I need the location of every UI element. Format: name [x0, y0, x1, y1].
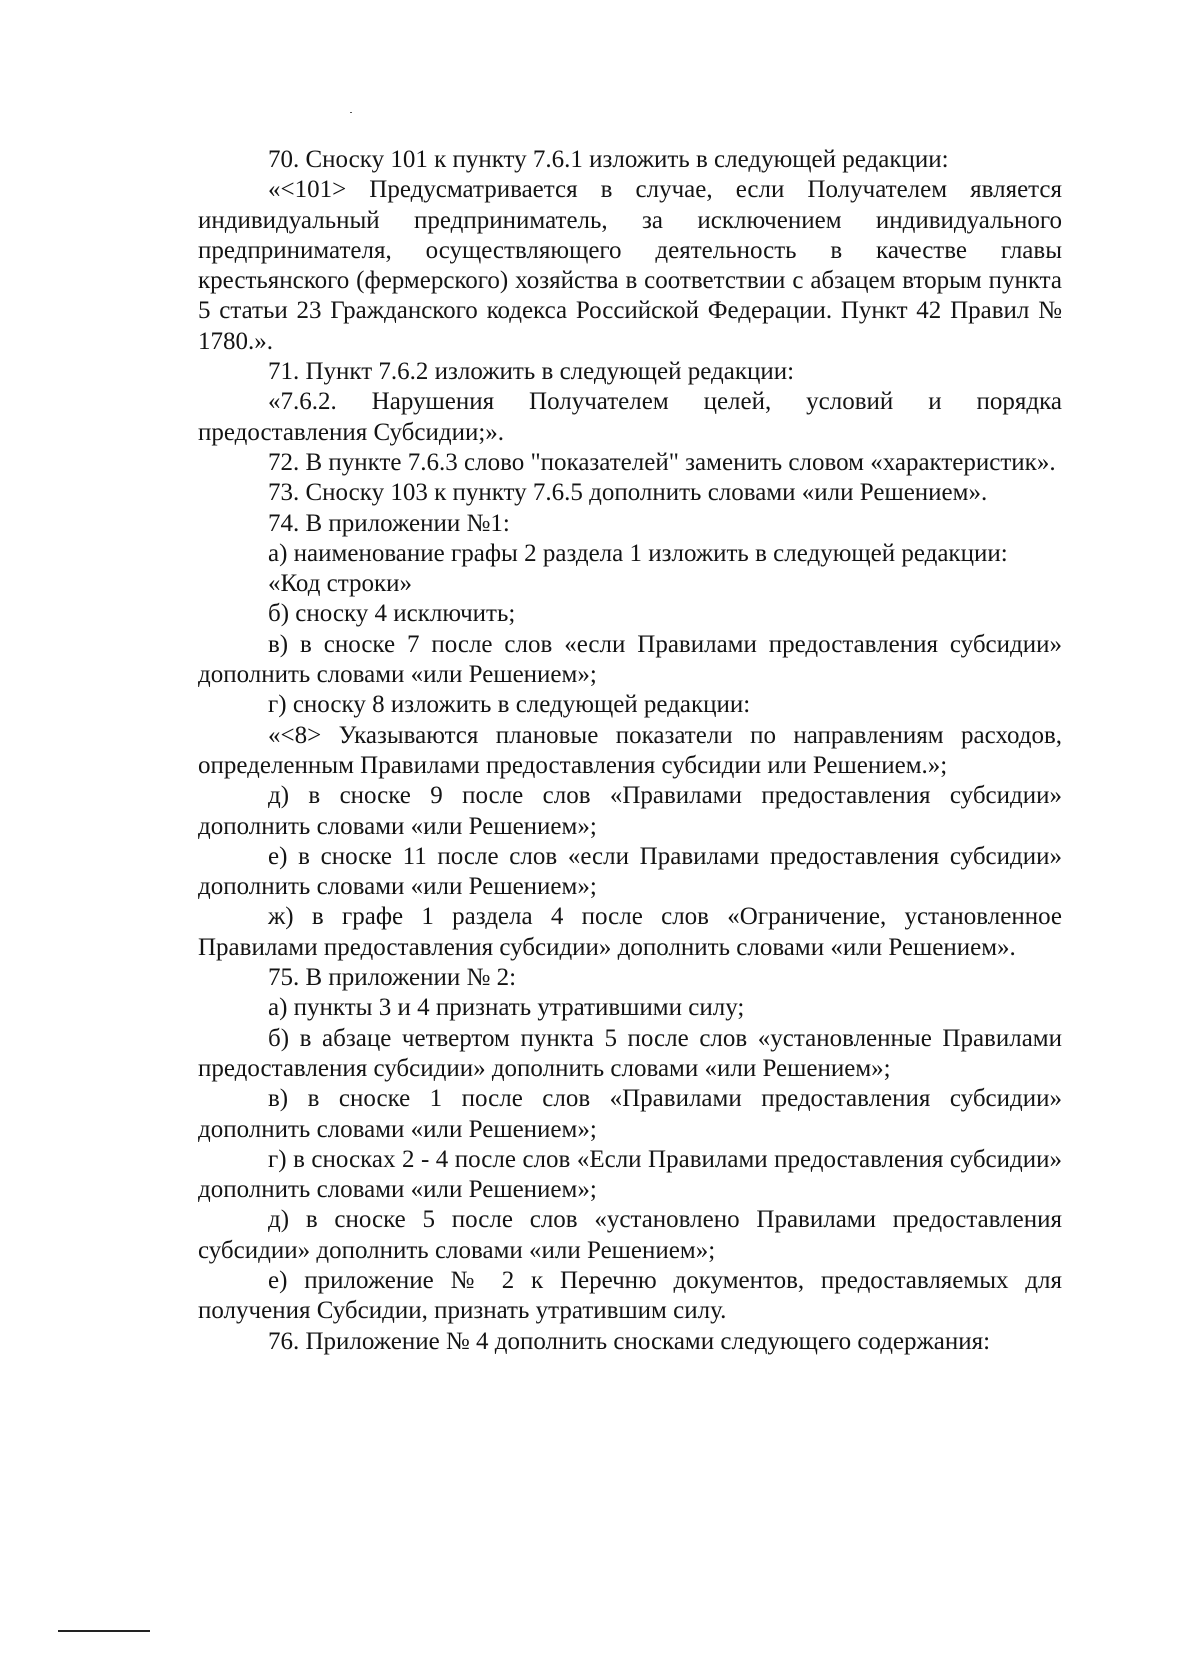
scan-speck [350, 112, 352, 113]
paragraph-72: 72. В пункте 7.6.3 слово "показателей" заменить словом «характеристик». [268, 448, 1056, 476]
paragraph-70-footnote-text: «<101> Предусматривается в случае, если Получателем является индивидуальный предприниматель, за исключением индивидуального предпринимателя, осуществляющего деятельность в качестве главы крестьянского (фермерского) хозяйства в соответствии с абзацем вторым пункта 5 статьи 23 Гражданского кодекса Российской Федерации. Пункт 42 Правил № 1780.». [198, 176, 1062, 355]
paragraph-75: 75. В приложении № 2: [268, 964, 517, 992]
paragraph-74-v: в) в сноске 7 после слов «если Правилами предоставления субсидии» дополнить словами «или Решением»; [198, 630, 1062, 689]
paragraph-74-e: е) в сноске 11 после слов «если Правилами предоставления субсидии» дополнить словами «или Решением»; [198, 842, 1062, 901]
footnote-separator-line [58, 1630, 150, 1632]
paragraph-73: 73. Сноску 103 к пункту 7.6.5 дополнить словами «или Решением». [268, 479, 988, 507]
paragraph-75-a: а) пункты 3 и 4 признать утратившими силу; [268, 994, 745, 1022]
paragraph-74-g-text: «<8> Указываются плановые показатели по направлениям расходов, определенным Правилами предоставления субсидии или Решением.»; [198, 721, 1062, 779]
paragraph-74-b: б) сноску 4 исключить; [268, 600, 516, 628]
paragraph-74-a-text: «Код строки» [268, 570, 413, 598]
paragraph-74-a: а) наименование графы 2 раздела 1 изложить в следующей редакции: [268, 539, 1008, 567]
document-body [198, 145, 1062, 1357]
paragraph-74-zh: ж) в графе 1 раздела 4 после слов «Ограничение, установленное Правилами предоставления субсидии» дополнить словами «или Решением». [198, 903, 1062, 961]
paragraph-71-text: «7.6.2. Нарушения Получателем целей, условий и порядка предоставления Субсидии;». [198, 388, 1062, 446]
paragraph-74: 74. В приложении №1: [268, 509, 510, 537]
paragraph-75-g: г) в сносках 2 - 4 после слов «Если Правилами предоставления субсидии» дополнить словами «или Решением»; [198, 1145, 1062, 1204]
paragraph-71: 71. Пункт 7.6.2 изложить в следующей редакции: [268, 358, 795, 386]
paragraph-74-d: д) в сноске 9 после слов «Правилами предоставления субсидии» дополнить словами «или Решением»; [198, 782, 1062, 840]
paragraph-74-g: г) сноску 8 изложить в следующей редакции: [268, 691, 751, 719]
paragraph-75-v: в) в сноске 1 после слов «Правилами предоставления субсидии» дополнить словами «или Решением»; [198, 1085, 1062, 1143]
paragraph-70: 70. Сноску 101 к пункту 7.6.1 изложить в следующей редакции: [268, 146, 949, 173]
paragraph-76: 76. Приложение № 4 дополнить сносками следующего содержания: [268, 1327, 991, 1355]
paragraph-75-d: д) в сноске 5 после слов «установлено Правилами предоставления субсидии» дополнить словами «или Решением»; [198, 1206, 1062, 1264]
paragraph-75-b: б) в абзаце четвертом пункта 5 после слов «установленные Правилами предоставления субсидии» дополнить словами «или Решением»; [198, 1024, 1062, 1082]
paragraph-75-e: е) приложение № 2 к Перечню документов, предоставляемых для получения Субсидии, признать утратившим силу. [198, 1266, 1062, 1325]
